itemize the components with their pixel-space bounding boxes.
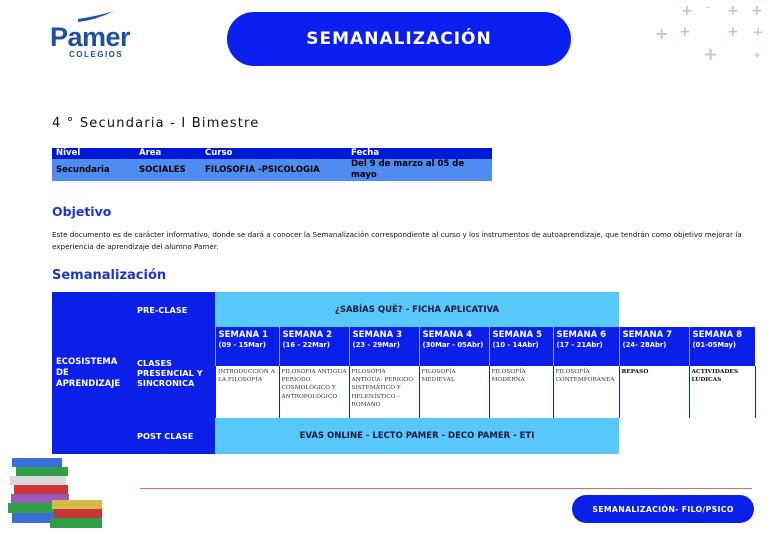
week-name: SEMANA 4: [422, 330, 473, 340]
books-stack-icon: [8, 454, 104, 536]
plus-icon: +: [681, 3, 693, 19]
plus-icon: +: [727, 24, 739, 40]
week-name: SEMANA 5: [492, 330, 543, 340]
plus-icon: +: [753, 50, 762, 61]
preclase-value: ¿SABÍAS QUÉ? - FICHA APLICATIVA: [215, 292, 619, 327]
info-value-area: SOCIALES: [135, 159, 201, 181]
week-header: [419, 327, 489, 366]
plus-icon: +: [655, 24, 669, 43]
info-value-curso: FILOSOFIA -PSICOLOGIA: [201, 159, 347, 181]
plus-icon: +: [703, 44, 719, 65]
week-topic: FILOSOFÍA ANTIGUA: PERIODO SISTEMÁTICO Y HELENÍSTICO - ROMANO: [349, 366, 419, 418]
plus-icon: +: [679, 24, 691, 40]
ecosystem-label: ECOSISTEMA DE APRENDIZAJE: [52, 292, 133, 454]
course-info-table: [52, 148, 492, 181]
week-topic: ACTIVIDADES LÚDICAS: [689, 366, 755, 418]
info-value-fecha: Del 9 de marzo al 05 de mayo: [347, 159, 492, 181]
plus-icon: +: [751, 3, 763, 19]
grade-title: 4 ° Secundaria - I Bimestre: [52, 116, 260, 131]
plus-icon: +: [727, 3, 739, 19]
week-topic: FILOSOFÍA ANTIGUA PERIODO COSMOLÓGICO Y ANTROPOLÓGICO: [279, 366, 349, 418]
week-name: SEMANA 7: [622, 330, 673, 340]
plus-icon: +: [753, 25, 764, 39]
footer-label: SEMANALIZACIÓN- FILO/PSICO: [572, 495, 754, 523]
empty-cell: [619, 418, 755, 454]
info-header: Curso: [201, 148, 347, 159]
page-title: SEMANALIZACIÓN: [227, 12, 571, 66]
logo-subtitle: COLEGIOS: [69, 50, 124, 59]
week-name: SEMANA 3: [352, 330, 403, 340]
week-dates: (10 - 14Abr): [492, 341, 539, 349]
week-dates: (01-05May): [692, 341, 737, 349]
info-header: Nivel: [52, 148, 135, 159]
week-topic: REPASO: [619, 366, 689, 418]
info-header: Fecha: [347, 148, 492, 159]
logo-wordmark: Pamer: [50, 22, 131, 52]
week-name: SEMANA 6: [556, 330, 607, 340]
week-dates: (17 - 21Abr): [556, 341, 603, 349]
semanalizacion-heading: Semanalización: [52, 268, 167, 283]
plus-icon: -: [706, 3, 710, 13]
empty-cell: [619, 292, 755, 327]
footer-divider: [140, 488, 752, 489]
info-value-nivel: Secundaria: [52, 159, 135, 181]
week-dates: (24- 28Abr): [622, 341, 667, 349]
week-header: [349, 327, 419, 366]
week-header: [619, 327, 689, 366]
week-name: SEMANA 2: [282, 330, 333, 340]
postclase-value: EVAS ONLINE - LECTO PAMER - DECO PAMER - ETI: [215, 418, 619, 454]
week-header: [215, 327, 279, 366]
semanalizacion-table: [52, 292, 756, 454]
week-name: SEMANA 1: [218, 330, 269, 340]
info-header: Area: [135, 148, 201, 159]
preclase-label: PRE-CLASE: [133, 292, 215, 327]
week-topic: FILOSOFÍA MEDIEVAL: [419, 366, 489, 418]
week-topic: FILOSOFÍA CONTEMPORÁNEA: [553, 366, 619, 418]
objective-heading: Objetivo: [52, 204, 112, 219]
week-header: [689, 327, 755, 366]
week-topic: INTRODUCCIÓN A LA FILOSOFÍA: [215, 366, 279, 418]
week-dates: (23 - 29Mar): [352, 341, 400, 349]
week-dates: (16 - 22Mar): [282, 341, 330, 349]
week-topic: FILOSOFÍA MODERNA: [489, 366, 553, 418]
week-dates: (09 - 15Mar): [218, 341, 266, 349]
week-header: [553, 327, 619, 366]
week-header: [489, 327, 553, 366]
clases-label: CLASES PRESENCIAL Y SINCRONICA: [133, 327, 215, 418]
week-name: SEMANA 8: [692, 330, 743, 340]
postclase-label: POST CLASE: [133, 418, 215, 454]
week-dates: (30Mar - 05Abr): [422, 341, 484, 349]
objective-text: Este documento es de carácter informativo, donde se dará a conocer la Semanalización correspondiente al curso y los instrumentos de autoaprendizaje, que tendrán como objetivo mejorar la experiencia de aprendizaje del alumno Pamer.: [52, 230, 742, 251]
week-header: [279, 327, 349, 366]
